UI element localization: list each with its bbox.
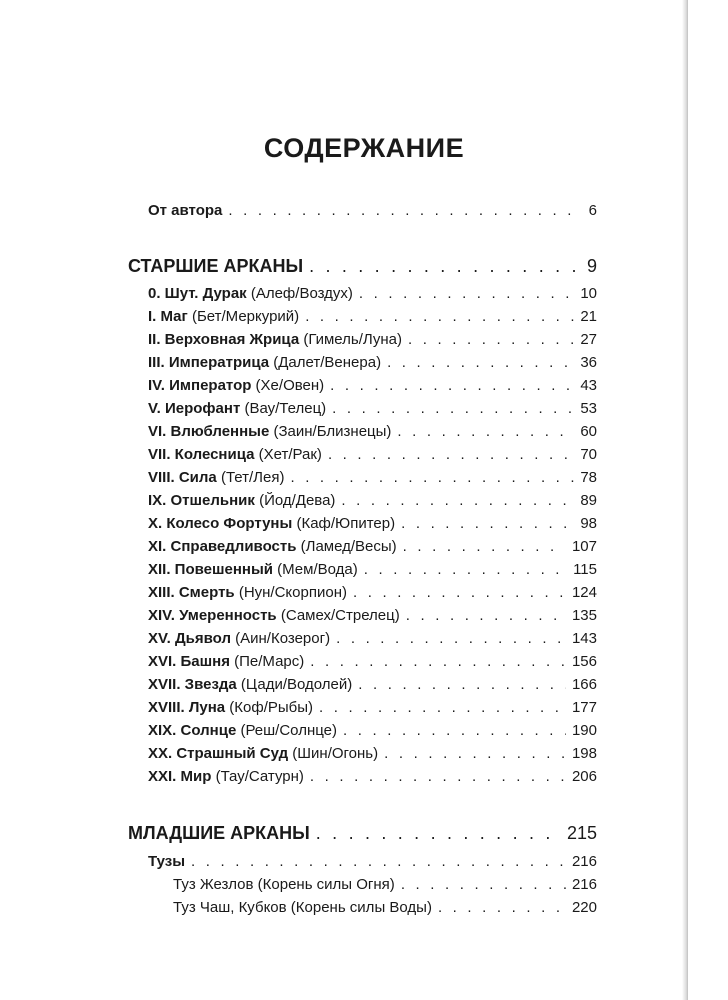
page-number: 10	[580, 285, 597, 302]
entry-title: XVII. Звезда	[148, 676, 237, 693]
page-number: 215	[566, 823, 597, 843]
dot-leader	[353, 584, 566, 601]
dot-leader	[401, 876, 566, 893]
entry-title: XI. Справедливость	[148, 538, 297, 555]
entry-title: V. Иерофант	[148, 400, 241, 417]
entry-subtitle: (Алеф/Воздух)	[246, 285, 353, 302]
dot-leader	[191, 853, 566, 870]
entry-title: Тузы	[148, 853, 186, 870]
entry-title: XIV. Умеренность	[148, 607, 277, 624]
entry-title: IX. Отшельник	[148, 492, 255, 509]
dot-leader	[387, 354, 574, 371]
page-number: 78	[580, 469, 597, 486]
toc-entry[interactable]	[148, 538, 597, 556]
entry-title: I. Маг	[148, 308, 188, 325]
page-number: 206	[571, 768, 597, 785]
dot-leader	[290, 469, 574, 486]
page-number: 143	[571, 630, 597, 647]
dot-leader	[305, 308, 574, 325]
dot-leader	[408, 331, 574, 348]
page-number: 156	[571, 653, 597, 670]
dot-leader	[328, 446, 574, 463]
entry-subtitle: (Гимель/Луна)	[299, 331, 403, 348]
dot-leader	[364, 561, 567, 578]
entry-subtitle: (Реш/Солнце)	[236, 722, 337, 739]
entry-subtitle: (Хе/Овен)	[251, 377, 325, 394]
page-number: 177	[571, 699, 597, 716]
entry-subtitle: (Тау/Сатурн)	[211, 768, 304, 785]
entry-subtitle: (Заин/Близнецы)	[269, 423, 392, 440]
toc-entry[interactable]	[148, 400, 597, 418]
toc-entry[interactable]	[148, 561, 597, 579]
entry-title: XVI. Башня	[148, 653, 230, 670]
toc-entry-nested[interactable]	[173, 876, 597, 894]
entry-subtitle: (Цади/Водолей)	[236, 676, 353, 693]
toc-entry[interactable]	[148, 377, 597, 395]
toc-entry[interactable]	[148, 446, 597, 464]
page-number: 43	[580, 377, 597, 394]
page-number: 53	[580, 400, 597, 417]
toc-entry[interactable]	[148, 354, 597, 372]
toc-entry[interactable]	[148, 630, 597, 648]
entry-title: XVIII. Луна	[148, 699, 226, 716]
entry-subtitle: (Ламед/Весы)	[296, 538, 397, 555]
dot-leader	[401, 515, 574, 532]
page-number: 27	[580, 331, 597, 348]
dot-leader	[316, 823, 561, 844]
page-number: 9	[586, 256, 597, 276]
toc-entry[interactable]	[148, 653, 597, 671]
page-number: 36	[580, 354, 597, 371]
toc-entry[interactable]	[148, 584, 597, 602]
dot-leader	[406, 607, 566, 624]
entry-subtitle: (Каф/Юпитер)	[292, 515, 396, 532]
entry-subtitle: (Вау/Телец)	[240, 400, 327, 417]
entry-title: IV. Император	[148, 377, 252, 394]
entry-subtitle: (Коф/Рыбы)	[225, 699, 314, 716]
dot-leader	[397, 423, 574, 440]
toc-entry[interactable]	[148, 423, 597, 441]
page-number: 166	[571, 676, 597, 693]
dot-leader	[343, 722, 566, 739]
entry-title: X. Колесо Фортуны	[148, 515, 293, 532]
dot-leader	[336, 630, 566, 647]
toc-entry[interactable]	[148, 515, 597, 533]
page-number: 135	[571, 607, 597, 624]
entry-subtitle: (Нун/Скорпион)	[234, 584, 347, 601]
toc-entry[interactable]	[148, 768, 597, 786]
dot-leader	[310, 653, 566, 670]
entry-title: 0. Шут. Дурак	[148, 285, 247, 302]
toc-entry[interactable]	[148, 607, 597, 625]
entry-subtitle: Туз Чаш, Кубков (Корень силы Воды)	[173, 899, 432, 916]
toc-entry[interactable]	[148, 285, 597, 303]
dot-leader	[330, 377, 574, 394]
dot-leader	[384, 745, 566, 762]
toc-entry[interactable]	[148, 722, 597, 740]
toc-entry-from-author[interactable]	[148, 202, 597, 220]
section-title: МЛАДШИЕ АРКАНЫ	[128, 823, 310, 843]
page-number: 216	[571, 876, 597, 893]
dot-leader	[228, 202, 582, 219]
entry-title: XXI. Мир	[148, 768, 212, 785]
entry-subtitle: (Тет/Лея)	[216, 469, 285, 486]
page-number: 124	[571, 584, 597, 601]
entry-subtitle: (Хет/Рак)	[254, 446, 322, 463]
toc-section-major-arcana[interactable]	[128, 256, 597, 277]
toc-entry[interactable]	[148, 308, 597, 326]
dot-leader	[438, 899, 566, 916]
page-number: 6	[588, 202, 597, 219]
page-number: 220	[571, 899, 597, 916]
page-number: 216	[571, 853, 597, 870]
toc-entry[interactable]	[148, 745, 597, 763]
entry-title: VIII. Сила	[148, 469, 217, 486]
toc-section-minor-arcana[interactable]	[128, 823, 597, 844]
page-number: 70	[580, 446, 597, 463]
page-number: 98	[580, 515, 597, 532]
dot-leader	[341, 492, 574, 509]
entry-title: XIII. Смерть	[148, 584, 235, 601]
entry-title: XX. Страшный Суд	[148, 745, 289, 762]
toc-entry-nested[interactable]	[173, 899, 597, 917]
toc-entry[interactable]	[148, 469, 597, 487]
page-number: 60	[580, 423, 597, 440]
toc-entry[interactable]	[148, 699, 597, 717]
entry-subtitle: (Самех/Стрелец)	[276, 607, 400, 624]
entry-subtitle: Туз Жезлов (Корень силы Огня)	[173, 876, 395, 893]
entry-subtitle: (Бет/Меркурий)	[187, 308, 300, 325]
entry-subtitle: (Аин/Козерог)	[230, 630, 331, 647]
dot-leader	[359, 285, 574, 302]
dot-leader	[309, 256, 581, 277]
entry-subtitle: (Пе/Марс)	[229, 653, 305, 670]
dot-leader	[358, 676, 566, 693]
page-number: 190	[571, 722, 597, 739]
section-title: СТАРШИЕ АРКАНЫ	[128, 256, 304, 276]
toc-subsection-aces[interactable]	[148, 853, 597, 871]
page-number: 21	[580, 308, 597, 325]
toc-entry[interactable]	[148, 492, 597, 510]
dot-leader	[310, 768, 566, 785]
entry-title: XV. Дьявол	[148, 630, 231, 647]
entry-subtitle: (Йод/Дева)	[254, 492, 336, 509]
page-number: 107	[571, 538, 597, 555]
entry-subtitle: (Шин/Огонь)	[288, 745, 379, 762]
entry-title: III. Императрица	[148, 354, 270, 371]
entry-title: XII. Повешенный	[148, 561, 273, 578]
page-number: 115	[573, 561, 597, 578]
toc-entry[interactable]	[148, 676, 597, 694]
toc-entry[interactable]	[148, 331, 597, 349]
page-title: СОДЕРЖАНИЕ	[263, 133, 465, 163]
dot-leader	[332, 400, 574, 417]
page-number: 89	[580, 492, 597, 509]
entry-subtitle: (Далет/Венера)	[269, 354, 382, 371]
dot-leader	[319, 699, 566, 716]
entry-title: II. Верховная Жрица	[148, 331, 300, 348]
entry-title: От автора	[148, 202, 223, 219]
entry-title: XIX. Солнце	[148, 722, 237, 739]
entry-title: VI. Влюбленные	[148, 423, 270, 440]
dot-leader	[403, 538, 566, 555]
entry-title: VII. Колесница	[148, 446, 255, 463]
entry-subtitle: (Мем/Вода)	[272, 561, 358, 578]
page-number: 198	[571, 745, 597, 762]
